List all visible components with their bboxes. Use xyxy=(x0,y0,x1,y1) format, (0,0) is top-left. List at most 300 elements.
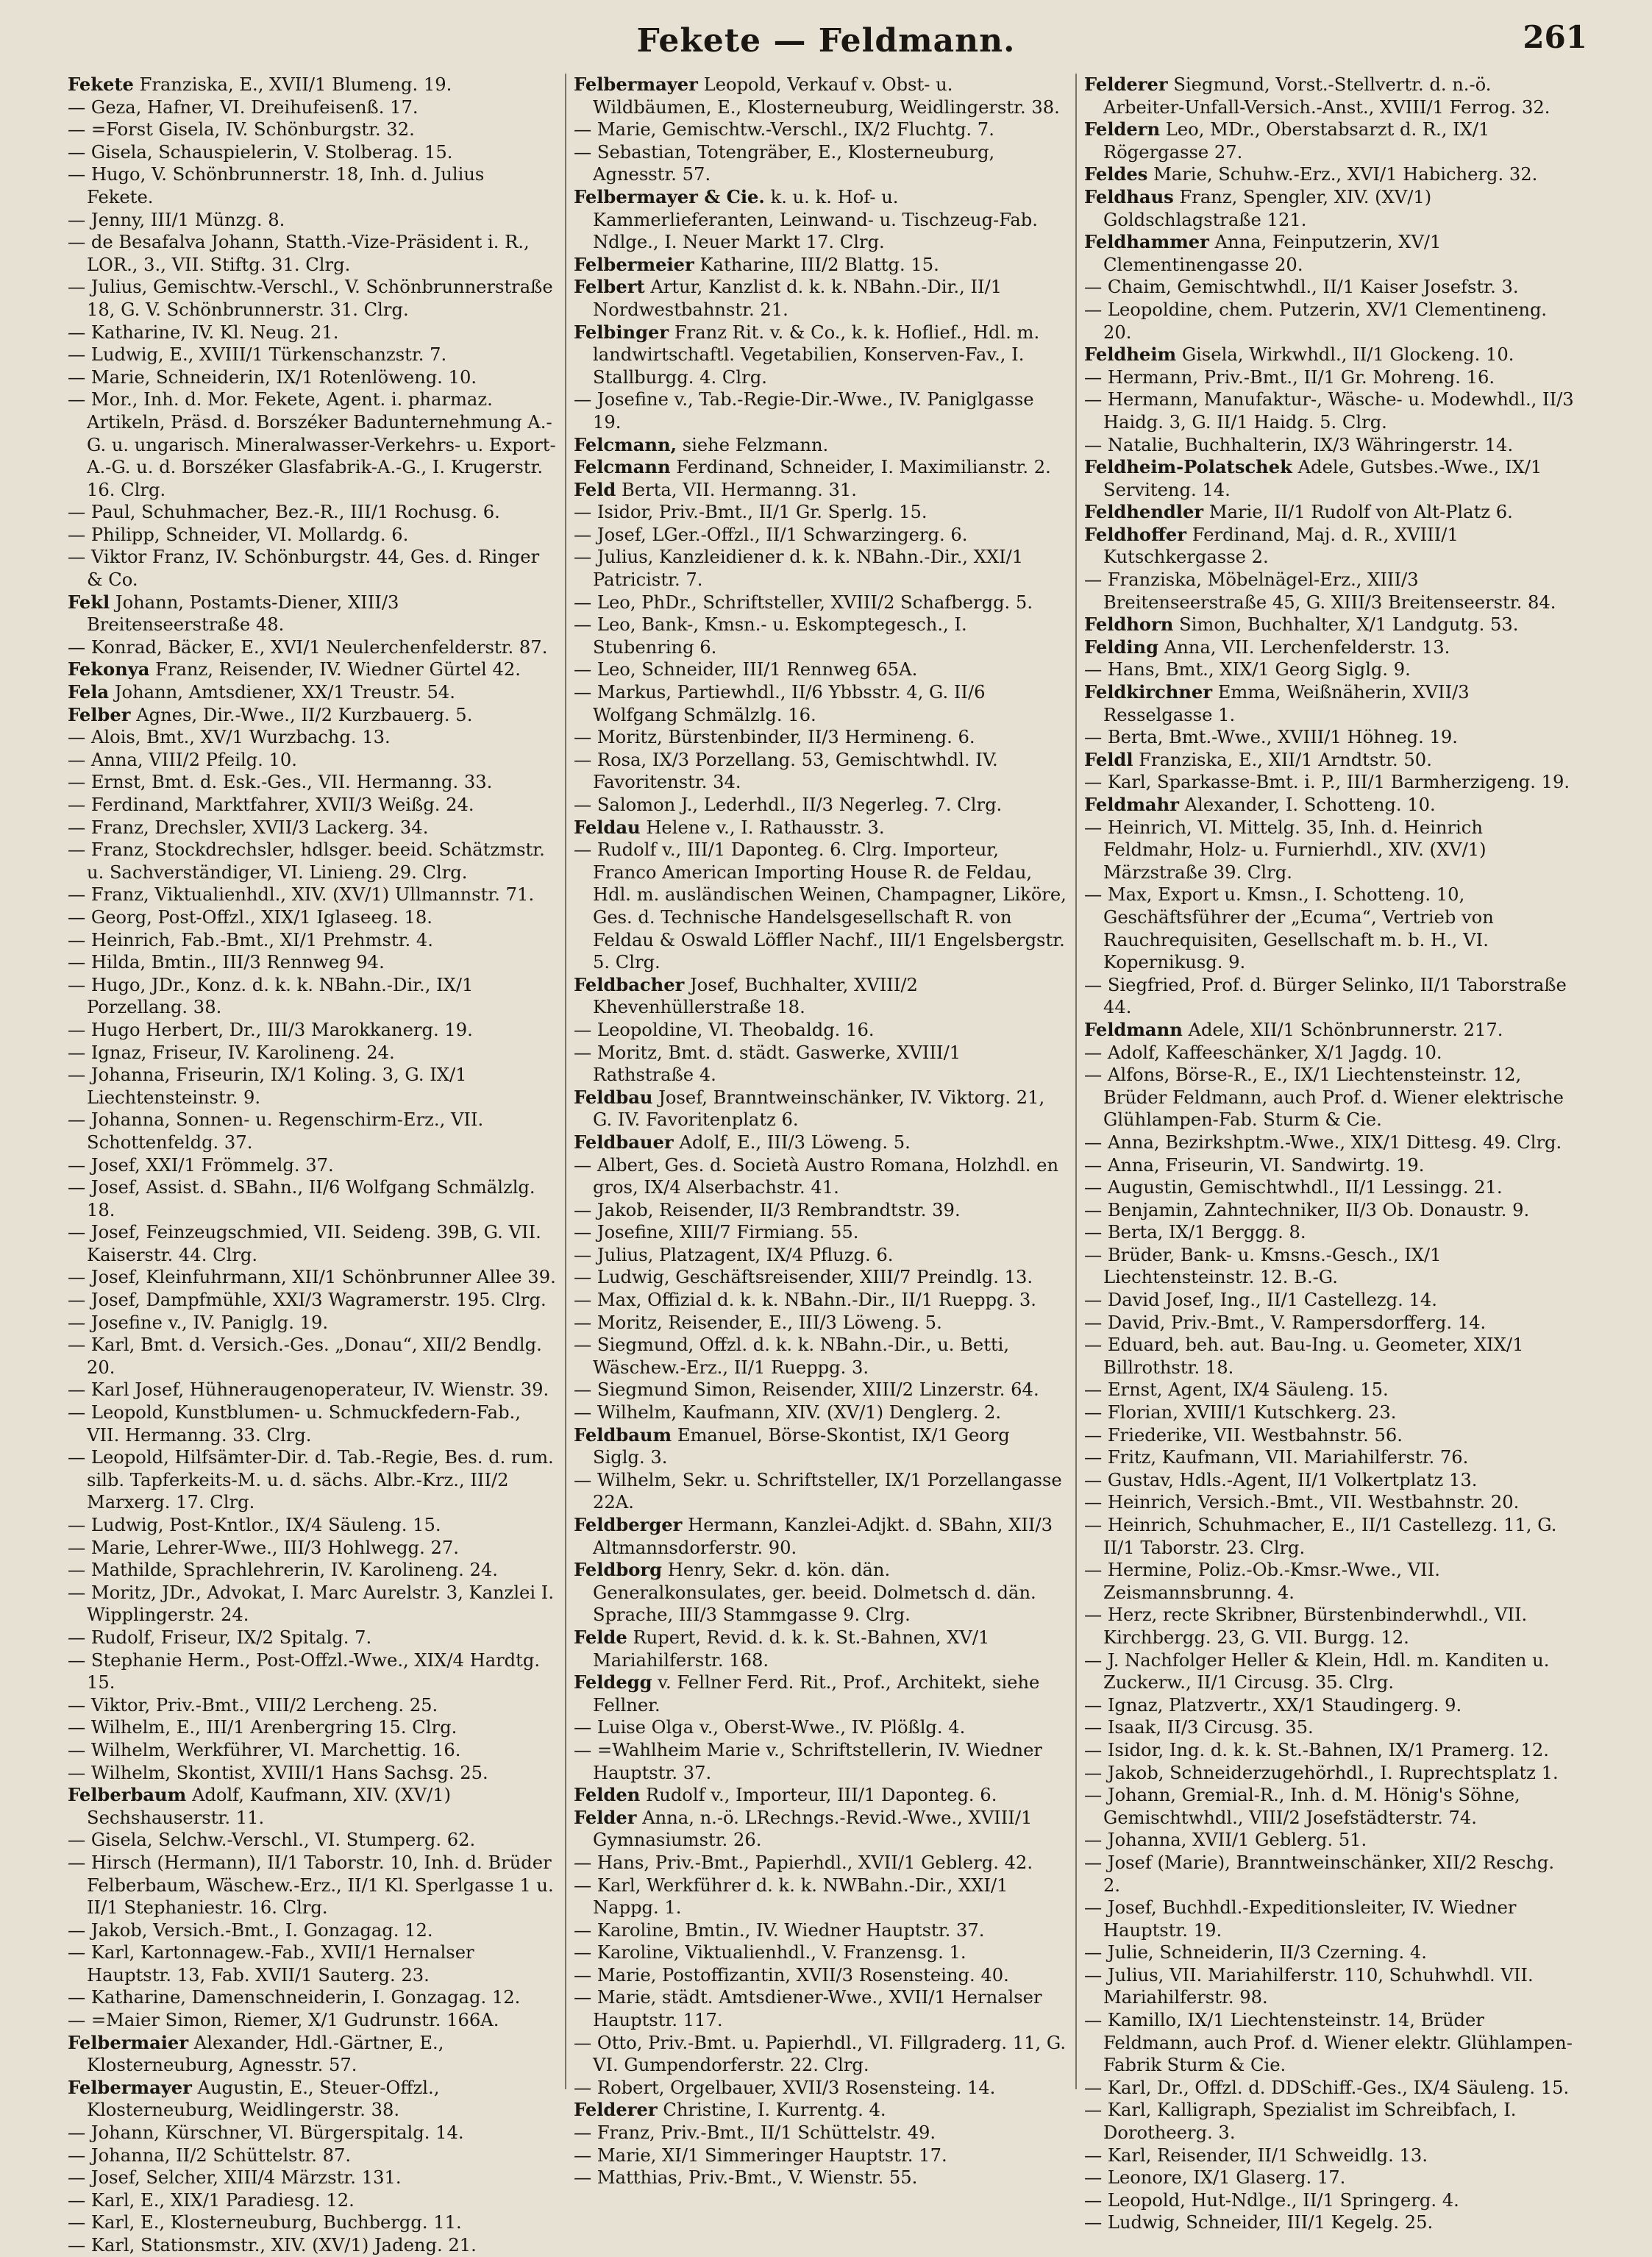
directory-entry xyxy=(68,1582,556,1627)
entry-text: — Geza, Hafner, VI. Dreihufeisenß. 17. xyxy=(68,96,419,118)
entry-text: — Jakob, Reisender, II/3 Rembrandtstr. 39. xyxy=(574,1199,961,1220)
entry-surname: Feldborg xyxy=(574,1559,663,1581)
entry-text: — Karl, Kalligraph, Spezialist im Schreibfach, I. Dorotheerg. 3. xyxy=(1084,2100,1517,2144)
entry-text: — Hilda, Bmtin., III/3 Rennweg 94. xyxy=(68,952,385,973)
entry-text: — Moritz, JDr., Advokat, I. Marc Aurelstr. 3, Kanzlei I. Wipplingerstr. 24. xyxy=(68,1582,555,1626)
directory-entry xyxy=(574,1154,1067,1199)
entry-text: k. u. k. Hof- u. Kammerlieferanten, Leinwand- u. Tischzeug-Fab. Ndlge., I. Neuer Markt 17. Clrg. xyxy=(593,186,1038,253)
entry-text: — Heinrich, Schuhmacher, E., II/1 Castellezg. 11, G. II/1 Taborstr. 23. Clrg. xyxy=(1084,1515,1557,1558)
directory-entry xyxy=(1084,1019,1576,1042)
entry-text: — Julie, Schneiderin, II/3 Czerning. 4. xyxy=(1084,1942,1427,1963)
entry-text: — Wilhelm, E., III/1 Arenbergring 15. Clrg. xyxy=(68,1717,457,1738)
entry-text: — Franz, Priv.-Bmt., II/1 Schüttelstr. 49. xyxy=(574,2122,936,2144)
directory-entry xyxy=(68,1649,556,1694)
entry-text: — Hermine, Poliz.-Ob.-Kmsr.-Wwe., VII. Zeismannsbrunng. 4. xyxy=(1084,1560,1440,1603)
directory-entry xyxy=(68,141,556,164)
directory-entry xyxy=(1084,186,1576,231)
page-number: 261 xyxy=(1523,19,1587,55)
entry-text: — Karl, Stationsmstr., XIV. (XV/1) Jadeng. 21. xyxy=(68,2235,477,2256)
entry-text: — Karl, E., Klosterneuburg, Buchbergg. 11. xyxy=(68,2212,462,2233)
directory-entry xyxy=(1084,1042,1576,1064)
directory-entry xyxy=(1084,1491,1576,1514)
entry-text: — Johann, Kürschner, VI. Bürgerspitalg. 14. xyxy=(68,2122,464,2144)
directory-entry xyxy=(574,1289,1067,1312)
entry-text: — Johanna, Friseurin, IX/1 Koling. 3, G. IX/1 Liechtensteinstr. 9. xyxy=(68,1064,467,1108)
directory-entry xyxy=(68,929,556,952)
entry-text: Emanuel, Börse-Skontist, IX/1 Georg Siglg. 3. xyxy=(593,1424,1010,1468)
entry-text: — Herz, recte Skribner, Bürstenbinderwhdl., VII. Kirchbergg. 23, G. VII. Burgg. 12. xyxy=(1084,1604,1528,1648)
entry-text: — Brüder, Bank- u. Kmsns.-Gesch., IX/1 Liechtensteinstr. 12. B.-G. xyxy=(1084,1244,1442,1288)
directory-entry xyxy=(574,2167,1067,2189)
directory-entry xyxy=(1084,1289,1576,1312)
entry-text: — Karl, Kartonnagew.-Fab., XVII/1 Hernalser Hauptstr. 13, Fab. XVII/1 Sauterg. 23. xyxy=(68,1942,474,1986)
entry-text: — Hermann, Priv.-Bmt., II/1 Gr. Mohreng. 16. xyxy=(1084,366,1495,388)
directory-entry xyxy=(574,321,1067,389)
entry-surname: Felcmann xyxy=(574,456,671,478)
entry-text: — Stephanie Herm., Post-Offzl.-Wwe., XIX/4 Hardtg. 15. xyxy=(68,1649,541,1693)
directory-entry xyxy=(68,839,556,884)
entry-text: Ferdinand, Schneider, I. Maximilianstr. 2. xyxy=(676,457,1051,478)
directory-entry xyxy=(68,1401,556,1446)
directory-entry xyxy=(1084,817,1576,884)
entry-text: Katharine, III/2 Blattg. 15. xyxy=(699,254,939,275)
entry-text: — Friederike, VII. Westbahnstr. 56. xyxy=(1084,1424,1403,1446)
entry-surname: Feldes xyxy=(1084,163,1148,185)
entry-text: — Otto, Priv.-Bmt. u. Papierhdl., VI. Fillgraderg. 11, G. VI. Gumpendorferstr. 22. Clrg. xyxy=(574,2032,1067,2076)
entry-text: — Karoline, Bmtin., IV. Wiedner Hauptstr. 37. xyxy=(574,1919,985,1941)
entry-text: — Johann, Gremial-R., Inh. d. M. Hönig's Söhne, Gemischtwhdl., VIII/2 Josefstädterstr. 74. xyxy=(1084,1785,1520,1828)
entry-text: — Marie, Schneiderin, IX/1 Rotenlöweng. 10. xyxy=(68,366,477,388)
directory-entry xyxy=(68,1266,556,1289)
entry-surname: Felbert xyxy=(574,276,645,298)
directory-entry xyxy=(68,1694,556,1717)
directory-entry xyxy=(68,2122,556,2144)
directory-entry xyxy=(68,231,556,276)
entry-text: Anna, Feinputzerin, XV/1 Clementinengasse 20. xyxy=(1103,232,1442,275)
entry-text: Ferdinand, Maj. d. R., XVIII/1 Kutschkergasse 2. xyxy=(1103,524,1459,568)
directory-entry xyxy=(574,1019,1067,1042)
directory-entry xyxy=(68,74,556,96)
directory-entry xyxy=(1084,366,1576,389)
directory-entry xyxy=(1084,118,1576,163)
entry-surname: Feldberger xyxy=(574,1514,683,1535)
entry-text: — Konrad, Bäcker, E., XVI/1 Neulerchenfelderstr. 87. xyxy=(68,636,548,658)
directory-entry xyxy=(1084,614,1576,636)
entry-text: — Viktor Franz, IV. Schönburgstr. 44, Ges. d. Ringer & Co. xyxy=(68,547,540,591)
entry-text: — Adolf, Kaffeeschänker, X/1 Jagdg. 10. xyxy=(1084,1042,1442,1063)
entry-surname: Feldhorn xyxy=(1084,614,1174,636)
directory-entry xyxy=(574,1807,1067,1852)
entry-text: — Ignaz, Friseur, IV. Karolineng. 24. xyxy=(68,1042,395,1063)
entry-surname: Fela xyxy=(68,681,110,703)
directory-entry xyxy=(1084,1514,1576,1559)
directory-entry xyxy=(1084,2167,1576,2189)
entry-text: Henry, Sekr. d. kön. dän. Generalkonsulates, ger. beeid. Dolmetsch d. dän. Sprache, III/3 Stammgasse 9. Clrg. xyxy=(593,1560,1036,1626)
directory-entry xyxy=(574,749,1067,794)
directory-entry xyxy=(574,658,1067,681)
entry-text: — Salomon J., Lederhdl., II/3 Negerleg. 7. Clrg. xyxy=(574,795,1003,815)
entry-text: — Chaim, Gemischtwhdl., II/1 Kaiser Josefstr. 3. xyxy=(1084,277,1519,298)
directory-entry xyxy=(574,276,1067,321)
directory-entry xyxy=(1084,1424,1576,1447)
entry-text: — Sebastian, Totengräber, E., Klosterneuburg, Agnesstr. 57. xyxy=(574,141,995,185)
entry-text: — Ludwig, E., XVIII/1 Türkenschanzstr. 7. xyxy=(68,344,447,366)
directory-columns xyxy=(68,74,1576,2256)
entry-text: — Johanna, XVII/1 Geblerg. 51. xyxy=(1084,1830,1367,1851)
directory-entry xyxy=(1084,1739,1576,1762)
directory-entry xyxy=(68,749,556,772)
entry-text: v. Fellner Ferd. Rit., Prof., Architekt, siehe Fellner. xyxy=(593,1672,1040,1716)
directory-entry xyxy=(574,1559,1067,1627)
entry-text: — Wilhelm, Sekr. u. Schriftsteller, IX/1 Porzellangasse 22A. xyxy=(574,1469,1062,1513)
entry-surname: Felbermeier xyxy=(574,253,694,275)
entry-surname: Feldbacher xyxy=(574,973,685,995)
entry-text: Augustin, E., Steuer-Offzl., Klosterneuburg, Weidlingerstr. 38. xyxy=(87,2077,440,2121)
entry-text: — Leo, Schneider, III/1 Rennweg 65A. xyxy=(574,659,918,680)
directory-entry xyxy=(68,1919,556,1942)
directory-entry xyxy=(68,1739,556,1762)
directory-entry xyxy=(68,1514,556,1537)
directory-entry xyxy=(68,1784,556,1829)
directory-entry xyxy=(574,726,1067,749)
entry-text: — Isidor, Priv.-Bmt., II/1 Gr. Sperlg. 15. xyxy=(574,502,928,523)
entry-text: — Max, Export u. Kmsn., I. Schotteng. 10, Geschäftsführer der „Ecuma“, Vertrieb von Rauchrequisiten, Gesellschaft m. b. H., VI. Kopernikusg. 9. xyxy=(1084,884,1494,973)
entry-text: — Rudolf v., III/1 Daponteg. 6. Clrg. Importeur, Franco American Importing House R. de Feldau, Hdl. m. ausländischen Weinen, Champagner, Liköre, Ges. d. Technische Handelsgesellschaft R. von Feldau & Oswald Löffler Nachf., III/1 Engelsbergstr. 5. Clrg. xyxy=(574,839,1067,973)
directory-entry xyxy=(68,118,556,141)
entry-text: — Viktor, Priv.-Bmt., VIII/2 Lercheng. 25. xyxy=(68,1694,438,1716)
directory-entry xyxy=(68,1176,556,1221)
entry-surname: Feldhendler xyxy=(1084,501,1204,523)
directory-entry xyxy=(1084,2189,1576,2212)
directory-entry xyxy=(68,2167,556,2189)
entry-text: — Josef, Buchhdl.-Expeditionsleiter, IV. Wiedner Hauptstr. 19. xyxy=(1084,1897,1517,1941)
directory-entry xyxy=(68,546,556,591)
entry-text: Adele, XII/1 Schönbrunnerstr. 217. xyxy=(1188,1019,1503,1040)
entry-surname: Feldhammer xyxy=(1084,231,1209,253)
entry-text: — Karl, Sparkasse-Bmt. i. P., III/1 Barmherzigeng. 19. xyxy=(1084,772,1570,793)
entry-text: — Ludwig, Geschäftsreisender, XIII/7 Preindlg. 13. xyxy=(574,1267,1033,1288)
directory-entry xyxy=(68,2144,556,2167)
entry-text: — Hans, Bmt., XIX/1 Georg Siglg. 9. xyxy=(1084,659,1411,680)
entry-text: Adele, Gutsbes.-Wwe., IX/1 Serviteng. 14. xyxy=(1103,457,1542,500)
directory-entry xyxy=(574,1852,1067,1874)
entry-text: Josef, Branntweinschänker, IV. Viktorg. 21, G. IV. Favoritenplatz 6. xyxy=(593,1087,1045,1131)
entry-surname: Felber xyxy=(68,703,131,725)
entry-text: — Florian, XVIII/1 Kutschkerg. 23. xyxy=(1084,1402,1397,1423)
directory-entry xyxy=(68,1334,556,1379)
entry-text: — Leopold, Hilfsämter-Dir. d. Tab.-Regie, Bes. d. rum. silb. Tapferkeits-M. u. d. sächs. Albr.-Krz., III/2 Marxerg. 17. Clrg. xyxy=(68,1447,554,1513)
directory-entry xyxy=(68,1221,556,1266)
directory-entry xyxy=(1084,1131,1576,1154)
directory-entry xyxy=(68,681,556,704)
entry-surname: Felderer xyxy=(574,2099,658,2121)
entry-surname: Felderer xyxy=(1084,74,1168,95)
entry-text: — Karl, Dr., Offzl. d. DDSchiff.-Ges., IX/4 Säuleng. 15. xyxy=(1084,2077,1570,2098)
directory-entry xyxy=(1084,1784,1576,1829)
entry-surname: Feldheim xyxy=(1084,344,1177,366)
entry-text: — Karl, E., XIX/1 Paradiesg. 12. xyxy=(68,2189,355,2211)
entry-text: — Jenny, III/1 Münzg. 8. xyxy=(68,209,285,230)
directory-entry xyxy=(68,1559,556,1582)
entry-surname: Fekete xyxy=(68,74,134,95)
directory-entry xyxy=(574,1312,1067,1334)
entry-surname: Feldhaus xyxy=(1084,185,1174,207)
entry-surname: Felbermayer & Cie. xyxy=(574,185,765,207)
directory-entry xyxy=(1084,884,1576,973)
directory-entry xyxy=(574,524,1067,547)
directory-entry xyxy=(1084,74,1576,118)
entry-surname: Feldmahr xyxy=(1084,794,1179,815)
directory-entry xyxy=(68,2032,556,2077)
directory-entry xyxy=(68,591,556,636)
entry-text: — Ignaz, Platzvertr., XX/1 Staudingerg. 9. xyxy=(1084,1694,1462,1716)
directory-entry xyxy=(68,501,556,524)
entry-surname: Fekl xyxy=(68,591,110,613)
directory-entry xyxy=(574,186,1067,254)
entry-text: — Karoline, Viktualienhdl., V. Franzensg. 1. xyxy=(574,1942,966,1963)
directory-entry xyxy=(1084,1244,1576,1289)
directory-entry xyxy=(1084,163,1576,186)
directory-entry xyxy=(574,2077,1067,2100)
entry-text: — Siegfried, Prof. d. Bürger Selinko, II/1 Taborstraße 44. xyxy=(1084,974,1567,1018)
entry-text: — Anna, Friseurin, VI. Sandwirtg. 19. xyxy=(1084,1154,1425,1176)
directory-entry xyxy=(574,1919,1067,1942)
entry-text: Marie, Schuhw.-Erz., XVI/1 Habicherg. 32. xyxy=(1153,164,1538,185)
directory-entry xyxy=(1084,726,1576,749)
entry-text: Leo, MDr., Oberstabsarzt d. R., IX/1 Rögergasse 27. xyxy=(1103,119,1490,163)
column-middle xyxy=(574,74,1067,2189)
entry-text: — Josef, Dampfmühle, XXI/3 Wagramerstr. 195. Clrg. xyxy=(68,1290,546,1311)
entry-text: — Johanna, II/2 Schüttelstr. 87. xyxy=(68,2144,352,2166)
directory-entry xyxy=(574,1244,1067,1267)
directory-entry xyxy=(68,2189,556,2212)
entry-text: — Leo, PhDr., Schriftsteller, XVIII/2 Schafbergg. 5. xyxy=(574,591,1033,613)
entry-text: — David Josef, Ing., II/1 Castellezg. 14. xyxy=(1084,1290,1437,1311)
entry-text: — =Wahlheim Marie v., Schriftstellerin, IV. Wiedner Hauptstr. 37. xyxy=(574,1739,1042,1783)
directory-entry xyxy=(68,1019,556,1042)
entry-text: — Leo, Bank-, Kmsn.- u. Eskomptegesch., I. Stubenring 6. xyxy=(574,614,967,658)
entry-text: Franziska, E., XVII/1 Blumeng. 19. xyxy=(139,74,452,95)
directory-entry xyxy=(1084,636,1576,659)
entry-text: Johann, Amtsdiener, XX/1 Treustr. 54. xyxy=(114,682,455,703)
directory-entry xyxy=(574,681,1067,726)
directory-entry xyxy=(1084,1716,1576,1739)
directory-entry xyxy=(68,366,556,389)
entry-surname: Feld xyxy=(574,478,616,500)
column-left xyxy=(68,74,556,2256)
entry-text: — Isidor, Ing. d. k. k. St.-Bahnen, IX/1 Pramerg. 12. xyxy=(1084,1739,1549,1760)
entry-text: Franz, Reisender, IV. Wiedner Gürtel 42. xyxy=(155,659,521,680)
directory-entry xyxy=(1084,1176,1576,1199)
entry-text: — Leonore, IX/1 Glaserg. 17. xyxy=(1084,2167,1346,2189)
directory-entry xyxy=(574,817,1067,839)
entry-text: — Albert, Ges. d. Società Austro Romana, Holzhdl. en gros, IX/4 Alserbachstr. 41. xyxy=(574,1154,1059,1198)
entry-text: — Marie, Gemischtw.-Verschl., IX/2 Fluchtg. 7. xyxy=(574,119,994,141)
directory-entry xyxy=(574,1514,1067,1559)
directory-entry xyxy=(574,1424,1067,1469)
directory-entry xyxy=(1084,1221,1576,1244)
entry-text: Siegmund, Vorst.-Stellvertr. d. n.-ö. Arbeiter-Unfall-Versich.-Anst., XVIII/1 Ferrog. 32. xyxy=(1103,74,1550,118)
entry-text: — Siegmund, Offzl. d. k. k. NBahn.-Dir., u. Betti, Wäschew.-Erz., II/1 Rueppg. 3. xyxy=(574,1334,1010,1378)
directory-entry xyxy=(68,2234,556,2257)
entry-surname: Felde xyxy=(574,1626,627,1648)
entry-surname: Felbermayer xyxy=(68,2076,192,2098)
directory-entry xyxy=(1084,1852,1576,1897)
directory-entry xyxy=(574,1986,1067,2031)
directory-entry xyxy=(574,1874,1067,1919)
entry-text: — Hans, Priv.-Bmt., Papierhdl., XVII/1 Geblerg. 42. xyxy=(574,1852,1033,1873)
entry-text: Adolf, E., III/3 Löweng. 5. xyxy=(679,1131,911,1153)
entry-surname: Feldhoffer xyxy=(1084,523,1187,545)
directory-entry xyxy=(1084,2144,1576,2167)
directory-entry xyxy=(574,2099,1067,2122)
entry-text: Rudolf v., Importeur, III/1 Daponteg. 6. xyxy=(646,1785,997,1806)
directory-entry xyxy=(574,614,1067,658)
entry-text: — de Besafalva Johann, Statth.-Vize-Präsident i. R., LOR., 3., VII. Stiftg. 31. Clrg. xyxy=(68,232,530,275)
directory-entry xyxy=(574,839,1067,974)
directory-entry xyxy=(68,163,556,208)
entry-text: — Moritz, Bmt. d. städt. Gaswerke, XVIII/1 Rathstraße 4. xyxy=(574,1042,961,1086)
entry-text: — Isaak, II/3 Circusg. 35. xyxy=(1084,1717,1314,1738)
entry-text: — Alois, Bmt., XV/1 Wurzbachg. 13. xyxy=(68,727,391,748)
entry-surname: Feldheim-Polatschek xyxy=(1084,456,1292,478)
entry-text: — Hugo Herbert, Dr., III/3 Marokkanerg. 19. xyxy=(68,1019,473,1040)
directory-entry xyxy=(1084,2099,1576,2144)
entry-text: — Gisela, Selchw.-Verschl., VI. Stumperg. 62. xyxy=(68,1830,476,1851)
entry-text: — Heinrich, Fab.-Bmt., XI/1 Prehmstr. 4. xyxy=(68,929,433,950)
entry-text: — Leopold, Kunstblumen- u. Schmuckfedern-Fab., VII. Hermanng. 33. Clrg. xyxy=(68,1402,521,1446)
entry-text: — Siegmund Simon, Reisender, XIII/2 Linzerstr. 64. xyxy=(574,1379,1039,1401)
directory-entry xyxy=(574,118,1067,141)
entry-text: Rupert, Revid. d. k. k. St.-Bahnen, XV/1 Mariahilferstr. 168. xyxy=(593,1627,990,1671)
directory-entry xyxy=(1084,1559,1576,1604)
entry-text: — Benjamin, Zahntechniker, II/3 Ob. Donaustr. 9. xyxy=(1084,1199,1530,1220)
entry-text: — Rosa, IX/3 Porzellang. 53, Gemischtwhdl. IV. Favoritenstr. 34. xyxy=(574,749,998,793)
entry-text: — Leopold, Hut-Ndlge., II/1 Springerg. 4. xyxy=(1084,2189,1459,2211)
entry-text: — Josefine v., IV. Paniglg. 19. xyxy=(68,1312,329,1333)
directory-entry xyxy=(574,2032,1067,2077)
entry-text: — Paul, Schuhmacher, Bez.-R., III/1 Rochusg. 6. xyxy=(68,502,500,523)
entry-text: — Josef, Feinzeugschmied, VII. Seideng. 39B, G. VII. Kaiserstr. 44. Clrg. xyxy=(68,1222,541,1265)
directory-entry xyxy=(1084,1604,1576,1649)
directory-entry xyxy=(1084,2077,1576,2100)
entry-surname: Felder xyxy=(574,1806,637,1828)
directory-entry xyxy=(574,479,1067,502)
directory-entry xyxy=(574,1199,1067,1222)
entry-text: — Jakob, Schneiderzugehörhdl., I. Ruprechtsplatz 1. xyxy=(1084,1762,1559,1783)
entry-surname: Feldbau xyxy=(574,1086,653,1108)
running-title: Fekete — Feldmann. xyxy=(636,22,1016,60)
directory-entry xyxy=(68,636,556,659)
entry-text: — Augustin, Gemischtwhdl., II/1 Lessingg. 21. xyxy=(1084,1177,1503,1198)
entry-text: Hermann, Kanzlei-Adjkt. d. SBahn, XII/3 Altmannsdorferstr. 90. xyxy=(593,1515,1053,1558)
directory-entry xyxy=(1084,434,1576,457)
directory-entry xyxy=(1084,231,1576,276)
directory-entry xyxy=(1084,1401,1576,1424)
entry-text: — Fritz, Kaufmann, VII. Mariahilferstr. 76. xyxy=(1084,1447,1469,1468)
entry-text: Franziska, E., XII/1 Arndtstr. 50. xyxy=(1139,749,1432,770)
directory-entry xyxy=(1084,569,1576,614)
directory-entry xyxy=(1084,388,1576,433)
directory-entry xyxy=(68,388,556,501)
directory-entry xyxy=(68,771,556,794)
entry-surname: Feldau xyxy=(574,816,641,838)
entry-surname: Felden xyxy=(574,1784,641,1806)
entry-text: — Kamillo, IX/1 Liechtensteinstr. 14, Brüder Feldmann, auch Prof. d. Wiener elektr. Glühlampen-Fabrik Sturm & Cie. xyxy=(1084,2010,1573,2076)
directory-entry xyxy=(1084,1312,1576,1334)
directory-entry xyxy=(574,1716,1067,1739)
entry-text: — Leopoldine, chem. Putzerin, XV/1 Clementineng. 20. xyxy=(1084,299,1548,343)
entry-text: Marie, II/1 Rudolf von Alt-Platz 6. xyxy=(1208,502,1513,523)
directory-entry xyxy=(574,1334,1067,1379)
entry-text: — Karl, Bmt. d. Versich.-Ges. „Donau“, XII/2 Bendlg. 20. xyxy=(68,1334,542,1378)
entry-text: — Josefine, XIII/7 Firmiang. 55. xyxy=(574,1222,859,1243)
entry-text: Emma, Weißnäherin, XVII/3 Resselgasse 1. xyxy=(1103,682,1470,725)
entry-text: — Franz, Drechsler, XVII/3 Lackerg. 34. xyxy=(68,817,429,838)
entry-text: siehe Felzmann. xyxy=(682,434,829,455)
directory-entry xyxy=(68,1537,556,1560)
directory-entry xyxy=(68,1312,556,1334)
entry-text: Alexander, I. Schotteng. 10. xyxy=(1184,795,1436,815)
entry-text: — Karl, Werkführer d. k. k. NWBahn.-Dir., XXI/1 Nappg. 1. xyxy=(574,1874,1008,1919)
entry-text: — Wilhelm, Skontist, XVIII/1 Hans Sachsg. 25. xyxy=(68,1762,488,1783)
directory-entry xyxy=(574,1784,1067,1807)
entry-surname: Felding xyxy=(1084,636,1159,658)
directory-entry xyxy=(68,209,556,232)
directory-entry xyxy=(68,817,556,839)
entry-text: — =Forst Gisela, IV. Schönburgstr. 32. xyxy=(68,119,415,141)
entry-text: — Josefine v., Tab.-Regie-Dir.-Wwe., IV. Paniglgasse 19. xyxy=(574,389,1034,433)
directory-entry xyxy=(574,1671,1067,1716)
directory-entry xyxy=(68,1042,556,1064)
entry-text: — Markus, Partiewhdl., II/6 Ybbsstr. 4, G. II/6 Wolfgang Schmälzlg. 16. xyxy=(574,682,986,725)
directory-entry xyxy=(1084,1064,1576,1131)
entry-text: — Jakob, Versich.-Bmt., I. Gonzagag. 12. xyxy=(68,1919,433,1941)
entry-text: — Julius, Platzagent, IX/4 Pfluzg. 6. xyxy=(574,1244,894,1265)
page-header xyxy=(0,15,1652,66)
directory-entry xyxy=(68,951,556,974)
directory-entry xyxy=(1084,456,1576,501)
directory-entry xyxy=(1084,771,1576,794)
entry-surname: Felberbaum xyxy=(68,1784,187,1806)
entry-text: — Julius, Kanzleidiener d. k. k. NBahn.-Dir., XXI/1 Patricistr. 7. xyxy=(574,547,1024,591)
directory-entry xyxy=(68,726,556,749)
entry-text: Josef, Buchhalter, XVIII/2 Khevenhüllerstraße 18. xyxy=(593,974,918,1018)
directory-entry xyxy=(68,1716,556,1739)
entry-text: Gisela, Wirkwhdl., II/1 Glockeng. 10. xyxy=(1181,344,1514,366)
directory-entry xyxy=(574,1087,1067,1131)
entry-text: — Heinrich, VI. Mittelg. 35, Inh. d. Heinrich Feldmahr, Holz- u. Furnierhdl., XIV. (XV/1) Märzstraße 39. Clrg. xyxy=(1084,817,1487,883)
directory-entry xyxy=(1084,1694,1576,1717)
entry-text: — Josef, LGer.-Offzl., II/1 Schwarzingerg. 6. xyxy=(574,524,968,545)
directory-entry xyxy=(574,141,1067,186)
directory-entry xyxy=(68,344,556,366)
entry-text: — Eduard, beh. aut. Bau-Ing. u. Geometer, XIX/1 Billrothstr. 18. xyxy=(1084,1334,1524,1378)
entry-surname: Feldmann xyxy=(1084,1018,1183,1040)
directory-entry xyxy=(68,321,556,344)
entry-text: — Berta, IX/1 Berggg. 8. xyxy=(1084,1222,1306,1243)
entry-text: — Anna, VIII/2 Pfeilg. 10. xyxy=(68,749,297,770)
entry-text: — Hermann, Manufaktur-, Wäsche- u. Modewhdl., II/3 Haidg. 3, G. II/1 Haidg. 5. Clrg. xyxy=(1084,389,1574,433)
entry-text: — Franz, Stockdrechsler, hdlsger. beeid. Schätzmstr. u. Sachverständiger, VI. Linieng. 29. Clrg. xyxy=(68,839,545,883)
entry-text: — =Maier Simon, Riemer, X/1 Gudrunstr. 166A. xyxy=(68,2010,499,2031)
entry-text: — Johanna, Sonnen- u. Regenschirm-Erz., VII. Schottenfeldg. 37. xyxy=(68,1109,484,1153)
directory-entry xyxy=(574,2144,1067,2167)
directory-entry xyxy=(1084,1941,1576,1964)
entry-text: Christine, I. Kurrentg. 4. xyxy=(663,2100,886,2121)
entry-text: — Julius, Gemischtw.-Verschl., V. Schönbrunnerstraße 18, G. V. Schönbrunnerstr. 31. Clrg. xyxy=(68,277,553,320)
entry-text: — Josef (Marie), Branntweinschänker, XII/2 Reschg. 2. xyxy=(1084,1852,1555,1896)
